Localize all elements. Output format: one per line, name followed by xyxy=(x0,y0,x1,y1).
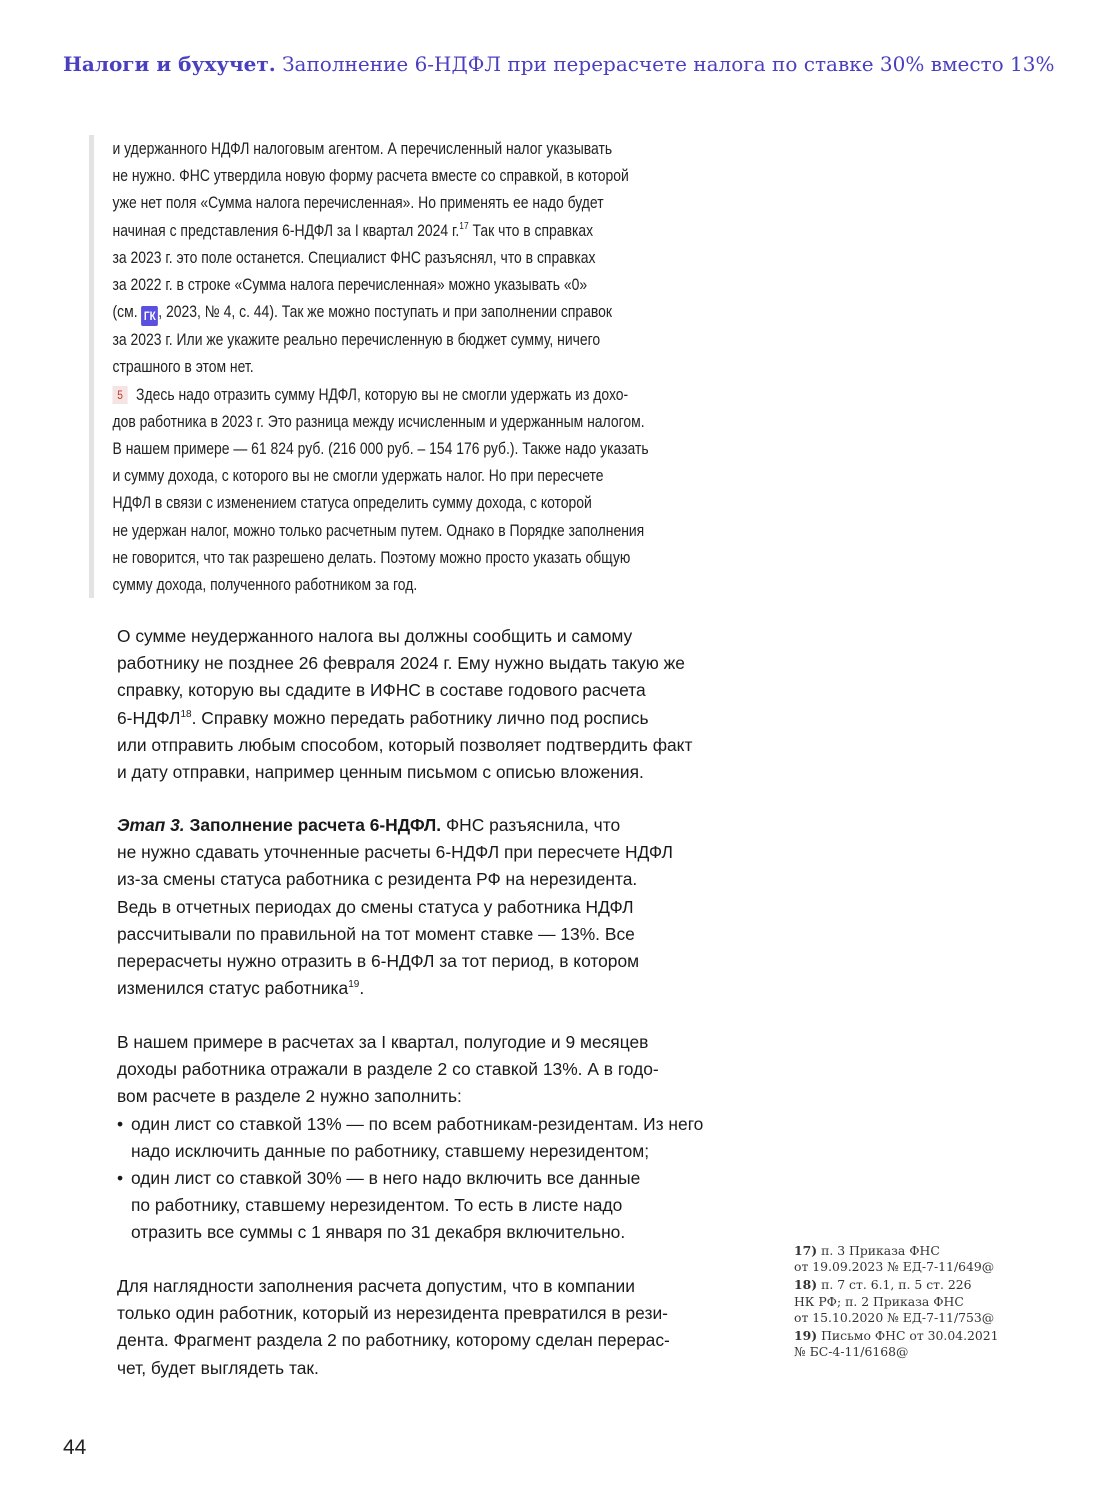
note-line xyxy=(113,298,684,326)
sidenote-ref: 19) xyxy=(794,1328,818,1344)
text-line: справку, которую вы сдадите в ИФНС в составе годового расчета xyxy=(117,680,646,701)
note-line-text: , 2023, № 4, с. 44). Так же можно поступать и при заполнении справок xyxy=(158,302,612,322)
note-line-text: (см. xyxy=(112,302,138,322)
sidenote-text: п. 7 ст. 6.1, п. 5 ст. 226 xyxy=(821,1277,972,1293)
bullet-line: • один лист со ставкой 13% — по всем работникам-резидентам. Из него xyxy=(131,1113,704,1134)
note-line: дов работника в 2023 г. Это разница между исчисленным и удержанным налогом. xyxy=(112,411,645,431)
footnote-ref-19[interactable]: 19 xyxy=(348,979,360,991)
text-line: перерасчеты нужно отразить в 6-НДФЛ за тот период, в котором xyxy=(117,951,640,972)
sidenote-line xyxy=(794,1328,1054,1344)
paragraph-unwithheld-tax xyxy=(117,623,757,786)
sidenote-line xyxy=(794,1243,1054,1259)
bullet-line: по работнику, ставшему нерезидентом. То есть в листе надо xyxy=(131,1195,623,1216)
text-line xyxy=(117,812,757,839)
item-number-badge: 5 xyxy=(113,386,128,404)
sidenote-line: № БС-4-11/6168@ xyxy=(794,1344,909,1360)
sidenote-18 xyxy=(794,1277,1054,1326)
sidenotes xyxy=(794,1243,1054,1362)
sidenote-text: Письмо ФНС от 30.04.2021 xyxy=(821,1328,999,1344)
note-line: уже нет поля «Сумма налога перечисленная». Но применять ее надо будет xyxy=(112,193,604,213)
bullet-line: • один лист со ставкой 30% — в него надо включить все данные xyxy=(131,1168,641,1189)
stage-label: Этап 3. xyxy=(117,815,185,835)
note-block xyxy=(89,135,684,598)
text-line-part: ФНС разъяснила, что xyxy=(445,815,621,835)
note-line: не говорится, что так разрешено делать. Поэтому можно просто указать общую xyxy=(112,547,631,567)
text-line: чет, будет выглядеть так. xyxy=(117,1357,319,1378)
note-line: сумму дохода, полученного работником за год. xyxy=(112,575,418,595)
note-line-text: Так что в справках xyxy=(472,220,594,240)
note-line: не нужно. ФНС утвердила новую форму расчета вместе со справкой, в которой xyxy=(112,166,629,186)
text-line xyxy=(117,705,757,732)
sidenote-line: от 19.09.2023 № ЕД-7-11/649@ xyxy=(794,1259,995,1275)
text-line xyxy=(117,975,757,1002)
text-line: рассчитывали по правильной на тот момент ставке — 13%. Все xyxy=(117,923,635,944)
sidenote-ref: 17) xyxy=(794,1243,818,1258)
footnote-ref-18[interactable]: 18 xyxy=(180,708,192,720)
note-line: НДФЛ в связи с изменением статуса определить сумму дохода, с которой xyxy=(112,493,592,513)
bullet-item xyxy=(117,1165,757,1247)
text-line: О сумме неудержанного налога вы должны сообщить и самому xyxy=(117,626,633,646)
text-line: В нашем примере в расчетах за I квартал, полугодие и 9 месяцев xyxy=(117,1032,649,1052)
page-header xyxy=(63,52,1063,76)
text-line-part: 6-НДФЛ xyxy=(117,707,181,728)
text-line: Ведь в отчетных периодах до смены статуса у работника НДФЛ xyxy=(117,896,634,917)
sidenote-line: от 15.10.2020 № ЕД-7-11/753@ xyxy=(794,1309,995,1325)
note-line: за 2023 г. Или же укажите реально перечисленную в бюджет сумму, ничего xyxy=(112,330,601,350)
sidenote-19 xyxy=(794,1328,1054,1360)
text-line: работнику не позднее 26 февраля 2024 г. Ему нужно выдать такую же xyxy=(117,653,685,674)
sidenote-line: НК РФ; п. 2 Приказа ФНС xyxy=(794,1293,964,1309)
note-line: и удержанного НДФЛ налоговым агентом. А перечисленный налог указывать xyxy=(112,139,613,158)
sidenote-17 xyxy=(794,1243,1054,1275)
stage-heading: Заполнение расчета 6-НДФЛ. xyxy=(189,815,442,835)
paragraph-illustration xyxy=(117,1273,757,1382)
text-line: доходы работника отражали в разделе 2 со ставкой 13%. А в годо- xyxy=(117,1059,659,1080)
note-line: не удержан налог, можно только расчетным путем. Однако в Порядке заполнения xyxy=(112,520,645,540)
note-line: страшного в этом нет. xyxy=(112,357,254,377)
text-line-part: . xyxy=(359,978,365,999)
gk-logo-icon[interactable]: ГК xyxy=(141,306,158,326)
note-line-text: начиная с представления 6-НДФЛ за I квартал 2024 г. xyxy=(112,220,460,240)
text-line: из-за смены статуса работника с резидента РФ на нерезидента. xyxy=(117,869,638,890)
paragraph-stage-3 xyxy=(117,812,757,1002)
bullet-line: отразить все суммы с 1 января по 31 декабря включительно. xyxy=(131,1222,626,1243)
note-line-text: Здесь надо отразить сумму НДФЛ, которую вы не смогли удержать из дохо- xyxy=(136,384,629,404)
text-line: дента. Фрагмент раздела 2 по работнику, которому сделан перерас- xyxy=(117,1330,670,1351)
text-line: и дату отправки, например ценным письмом с описью вложения. xyxy=(117,762,644,783)
text-line: или отправить любым способом, который позволяет подтвердить факт xyxy=(117,734,693,755)
text-line-part: . Справку можно передать работнику лично под роспись xyxy=(191,707,649,728)
header-title: Заполнение 6-НДФЛ при перерасчете налога по ставке 30% вместо 13% xyxy=(282,52,1055,76)
text-line: только один работник, который из нерезидента превратился в рези- xyxy=(117,1303,668,1324)
note-line: В нашем примере — 61 824 руб. (216 000 руб. – 154 176 руб.). Также надо указать xyxy=(112,439,649,459)
text-line: вом расчете в разделе 2 нужно заполнить: xyxy=(117,1086,462,1107)
sidenote-line xyxy=(794,1277,1054,1293)
sidenote-ref: 18) xyxy=(794,1277,818,1293)
note-line xyxy=(113,381,684,408)
header-section: Налоги и бухучет. xyxy=(63,52,276,76)
bullet-line: надо исключить данные по работнику, ставшему нерезидентом; xyxy=(131,1140,650,1161)
note-line: за 2023 г. это поле останется. Специалист ФНС разъяснял, что в справках xyxy=(112,247,596,267)
note-line: и сумму дохода, с которого вы не смогли удержать налог. Но при пересчете xyxy=(112,466,604,486)
sidenote-text: п. 3 Приказа ФНС xyxy=(821,1243,940,1258)
page-number: 44 xyxy=(63,1436,87,1459)
note-line: за 2022 г. в строке «Сумма налога перечисленная» можно указывать «0» xyxy=(112,275,588,295)
text-line: не нужно сдавать уточненные расчеты 6-НДФЛ при пересчете НДФЛ xyxy=(117,842,673,863)
text-line-part: изменился статус работника xyxy=(117,978,349,999)
note-line xyxy=(113,217,684,244)
text-line: Для наглядности заполнения расчета допустим, что в компании xyxy=(117,1276,635,1296)
paragraph-example xyxy=(117,1029,757,1247)
bullet-list xyxy=(117,1111,757,1247)
footnote-ref-17[interactable]: 17 xyxy=(459,220,469,232)
bullet-item xyxy=(117,1111,757,1165)
